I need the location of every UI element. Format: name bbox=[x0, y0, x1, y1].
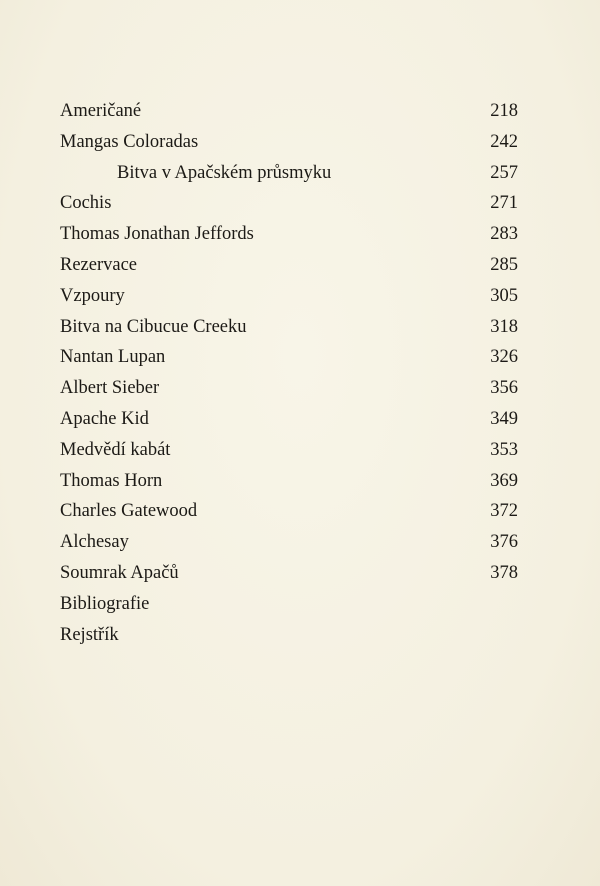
toc-entry bbox=[60, 620, 518, 651]
toc-entry-page-number: 283 bbox=[490, 224, 518, 245]
toc-entry-page-number: 349 bbox=[490, 408, 518, 429]
toc-subentry bbox=[60, 158, 518, 189]
toc-entry-page-number: 372 bbox=[490, 501, 518, 522]
toc-entry bbox=[60, 312, 518, 343]
toc-entry-title: Charles Gatewood bbox=[60, 501, 198, 522]
toc-entry bbox=[60, 281, 518, 312]
toc-entry-title: Mangas Coloradas bbox=[60, 131, 199, 152]
toc-entry-title: Rezervace bbox=[60, 254, 138, 275]
toc-entry-page-number: 356 bbox=[490, 378, 518, 399]
toc-entry-page-number: 242 bbox=[490, 131, 518, 152]
toc-entry bbox=[60, 188, 518, 219]
toc-entry-title: Američané bbox=[60, 101, 142, 121]
toc-entry-title: Albert Sieber bbox=[60, 378, 160, 399]
toc-entry bbox=[60, 342, 518, 373]
toc-entry-page-number: 271 bbox=[490, 193, 518, 214]
toc-entry-title: Soumrak Apačů bbox=[60, 562, 179, 583]
toc-entry-page-number: 353 bbox=[490, 439, 518, 460]
toc-entry bbox=[60, 404, 518, 435]
toc-entry-title: Medvědí kabát bbox=[60, 439, 171, 460]
toc-entry bbox=[60, 373, 518, 404]
toc-entry bbox=[60, 496, 518, 527]
toc-entry-title: Thomas Jonathan Jeffords bbox=[60, 224, 254, 245]
toc-entry-title: Bibliografie bbox=[60, 593, 150, 614]
toc-entry-title: Rejstřík bbox=[60, 624, 119, 645]
toc-entry-page-number: 378 bbox=[490, 562, 518, 583]
table-of-contents bbox=[60, 96, 518, 650]
toc-entry-title: Thomas Horn bbox=[60, 470, 163, 491]
toc-entry-title: Cochis bbox=[60, 193, 112, 214]
toc-entry-page-number: 369 bbox=[490, 470, 518, 491]
toc-entry-page-number: 305 bbox=[490, 285, 518, 306]
toc-entry bbox=[60, 219, 518, 250]
toc-entry-page-number: 285 bbox=[490, 254, 518, 275]
toc-entry-title: Apache Kid bbox=[60, 408, 149, 429]
toc-entry-page-number: 218 bbox=[490, 101, 518, 121]
toc-entry-page-number: 257 bbox=[490, 162, 518, 183]
toc-entry-title: Bitva v Apačském průsmyku bbox=[117, 162, 332, 183]
toc-entry bbox=[60, 558, 518, 589]
toc-entry bbox=[60, 250, 518, 281]
toc-entry-title: Alchesay bbox=[60, 532, 129, 553]
toc-entry bbox=[60, 466, 518, 497]
toc-entry-title: Vzpoury bbox=[60, 285, 125, 306]
toc-entry bbox=[60, 127, 518, 158]
toc-entry-title: Nantan Lupan bbox=[60, 347, 166, 368]
toc-entry-page-number: 318 bbox=[490, 316, 518, 337]
toc-entry-page-number: 326 bbox=[490, 347, 518, 368]
toc-entry bbox=[60, 96, 518, 127]
toc-entry bbox=[60, 435, 518, 466]
toc-entry bbox=[60, 589, 518, 620]
toc-entry bbox=[60, 527, 518, 558]
toc-entry-page-number: 376 bbox=[490, 532, 518, 553]
toc-entry-title: Bitva na Cibucue Creeku bbox=[60, 316, 247, 337]
